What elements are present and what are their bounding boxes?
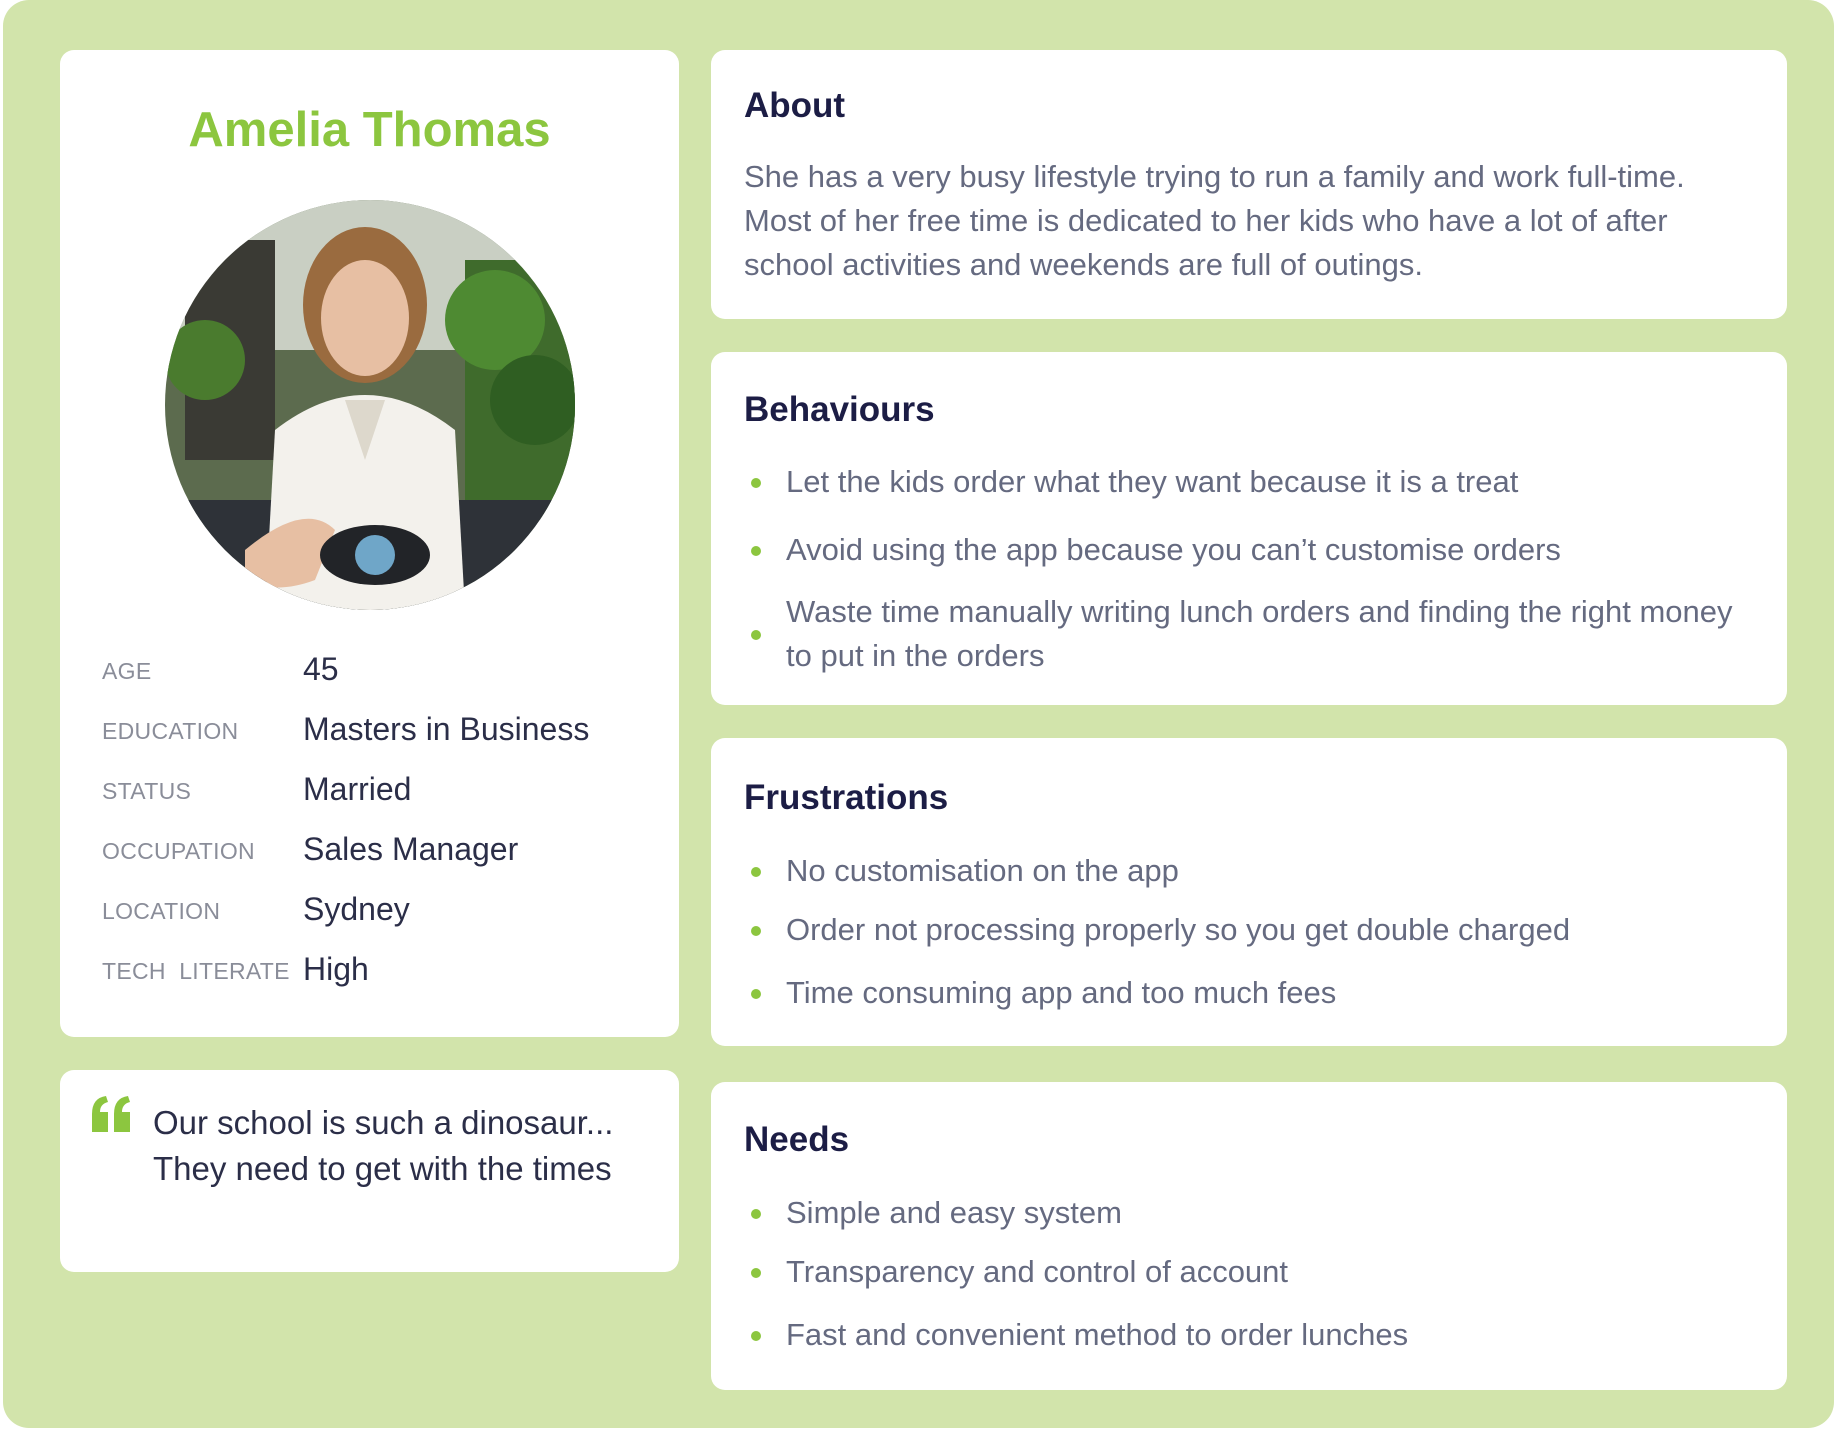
quote-icon: [90, 1094, 134, 1134]
about-card: [711, 50, 1787, 319]
about-title: About: [744, 86, 846, 125]
needs-card: [711, 1082, 1787, 1390]
fact-value: Sales Manager: [303, 831, 519, 867]
list-item-text: Fast and convenient method to order lunches: [786, 1317, 1409, 1352]
fact-value: Masters in Business: [303, 711, 590, 747]
fact-value: Married: [303, 771, 412, 807]
needs-title: Needs: [744, 1120, 850, 1159]
quote-card: [60, 1070, 679, 1272]
fact-label: LOCATION: [102, 898, 221, 924]
bullet-icon: [751, 1268, 761, 1278]
list-item-text: Time consuming app and too much fees: [786, 975, 1337, 1010]
fact-label: OCCUPATION: [102, 838, 255, 864]
list-item-text: Waste time manually writing lunch orders and finding the right money to put in the orders: [786, 594, 1733, 673]
fact-label: TECH LITERATE: [102, 958, 290, 984]
bullet-icon: [751, 1209, 761, 1219]
bullet-icon: [751, 1331, 761, 1341]
fact-row-education: [102, 701, 662, 761]
behaviours-card: [711, 352, 1787, 705]
fact-value: 45: [303, 651, 339, 687]
fact-label: AGE: [102, 658, 152, 684]
fact-value: Sydney: [303, 891, 410, 927]
bullet-icon: [751, 989, 761, 999]
persona-name: Amelia Thomas: [188, 103, 551, 157]
list-item-text: Avoid using the app because you can’t customise orders: [786, 532, 1561, 567]
list-item-text: No customisation on the app: [786, 853, 1179, 888]
quote-text: Our school is such a dinosaur... They need to get with the times: [153, 1104, 614, 1187]
bullet-icon: [751, 630, 761, 640]
fact-row-location: [102, 881, 662, 941]
fact-value: High: [303, 951, 369, 987]
fact-row-occupation: [102, 821, 662, 881]
persona-board: [3, 0, 1834, 1428]
fact-row-tech-literate: [102, 941, 662, 1001]
list-item-text: Simple and easy system: [786, 1195, 1122, 1230]
avatar-photo: [165, 200, 575, 610]
list-item-text: Let the kids order what they want because it is a treat: [786, 464, 1519, 499]
fact-row-status: [102, 761, 662, 821]
fact-label: STATUS: [102, 778, 192, 804]
avatar: [165, 200, 575, 610]
bullet-icon: [751, 867, 761, 877]
frustrations-card: [711, 738, 1787, 1046]
behaviours-title: Behaviours: [744, 390, 935, 429]
list-item: [744, 590, 1764, 678]
list-item-text: Transparency and control of account: [786, 1254, 1289, 1289]
bullet-icon: [751, 546, 761, 556]
bullet-icon: [751, 926, 761, 936]
bullet-icon: [751, 478, 761, 488]
frustrations-title: Frustrations: [744, 778, 949, 817]
about-text: She has a very busy lifestyle trying to run a family and work full-time. Most of her free time is dedicated to her kids who have a lot of after school activities and weekends are full of outings.: [744, 159, 1685, 282]
list-item-text: Order not processing properly so you get double charged: [786, 912, 1571, 947]
profile-card: [60, 50, 679, 1037]
fact-label: EDUCATION: [102, 718, 239, 744]
fact-row-age: [102, 641, 662, 701]
